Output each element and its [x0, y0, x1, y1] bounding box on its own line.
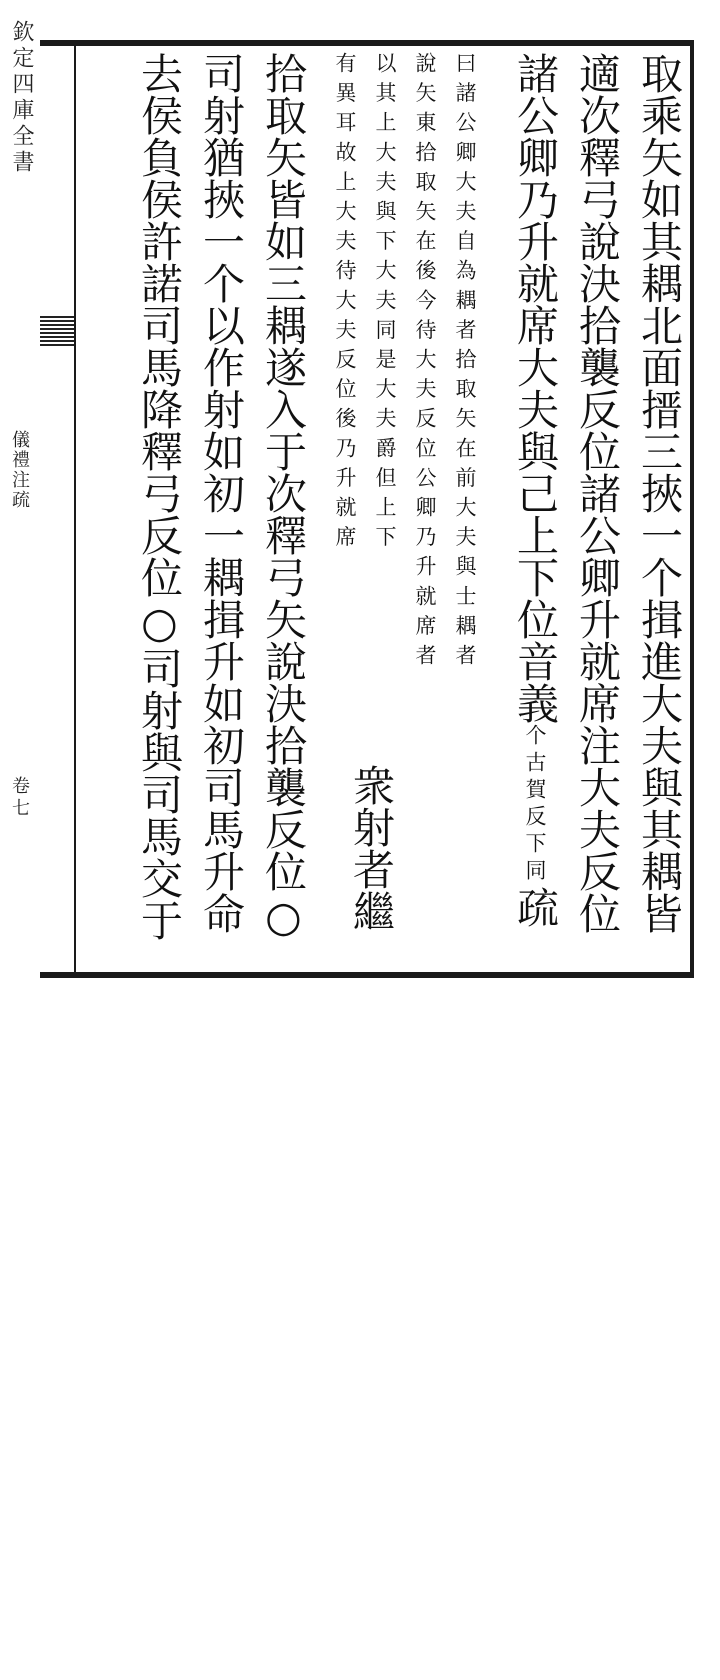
book-title: 欽定四庫全書	[9, 20, 34, 176]
page-number: 卷七	[9, 776, 30, 820]
text-column-1: 取乘矢如其耦北面搢三挾一个揖進大夫與其耦皆	[635, 52, 684, 934]
text-column-7: 去侯負侯許諾司馬降釋弓反位○司射與司馬交于	[135, 52, 184, 941]
commentary-column-4: 有異耳故上大夫待大夫反位後乃升就席	[333, 52, 357, 556]
text-column-5: 拾取矢皆如三耦遂入于次釋弓矢說決拾襲反位○	[259, 52, 308, 941]
text-column-3-tail: 疏	[511, 886, 560, 928]
commentary-note: 个古賀反下同	[523, 724, 547, 886]
commentary-column-1: 曰諸公卿大夫自為耦者拾取矢在前大夫與士耦者	[453, 52, 477, 674]
commentary-column-3: 以其上大夫與下大夫同是大夫爵但上下	[373, 52, 397, 556]
text-column-2: 適次釋弓說決拾襲反位諸公卿升就席注大夫反位	[573, 52, 622, 934]
fish-tail-mark-icon	[40, 316, 74, 346]
margin-column	[40, 46, 76, 972]
text-column-3	[508, 52, 562, 968]
text-column-3-main: 諸公卿乃升就席大夫與己上下位音義	[511, 52, 560, 724]
text-column-6: 司射猶挾一个以作射如初一耦揖升如初司馬升命	[197, 52, 246, 934]
section-title: 儀禮注疏	[9, 430, 30, 510]
text-body	[80, 52, 686, 968]
commentary-column-2: 說矢東拾取矢在後今待大夫反位公卿乃升就席者	[413, 52, 437, 674]
text-column-4-tail: 衆射者繼	[347, 764, 396, 932]
